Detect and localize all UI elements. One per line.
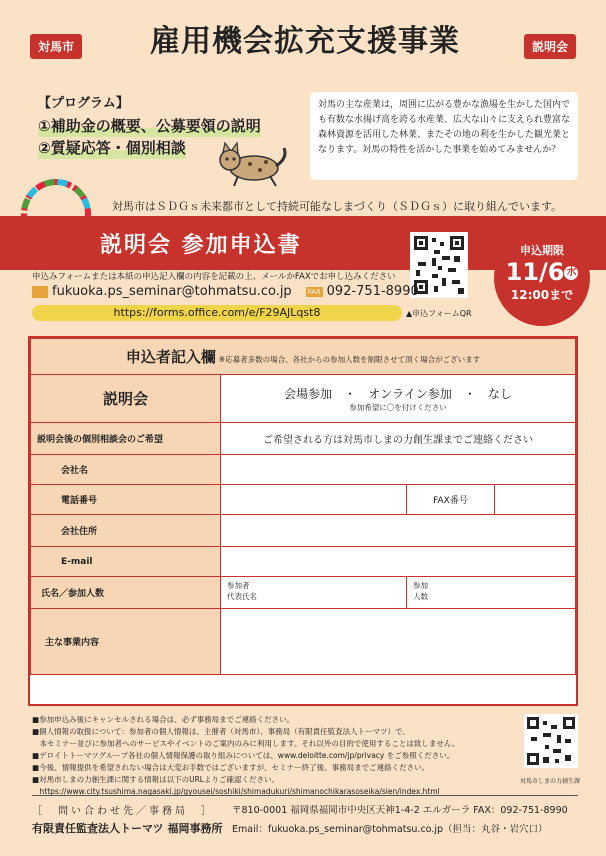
page-title: 雇用機会拡充支援事業 [150, 24, 460, 59]
sdgs-statement: 対馬市はＳＤＧｓ未来都市として持続可能なしまづくり（ＳＤＧｓ）に取り組んでいます。 [112, 200, 563, 213]
fax-field[interactable] [495, 485, 576, 515]
application-email-link[interactable]: fukuoka.ps_seminar@tohmatsu.co.jp [52, 284, 292, 299]
footnote: ■個人情報の取扱について：参加者の個人情報は、主催者（対馬市）、事務局（有限責任監査法人トーマツ）で、 [32, 727, 410, 736]
mail-icon [32, 286, 48, 298]
city-badge: 対馬市 [30, 34, 82, 59]
session-label: 説明会 [31, 375, 221, 423]
application-fax-number: 092-751-8990 [326, 284, 419, 299]
deadline-weekday: 水 [566, 267, 577, 278]
representative-field[interactable] [221, 577, 407, 609]
contact-email[interactable]: Email：fukuoka.ps_seminar@tohmatsu.co.jp（担当：丸谷・岩穴口） [232, 824, 548, 835]
footnote: ■参加申込み後にキャンセルされる場合は、必ず事務局までご連絡ください。 [32, 715, 295, 724]
company-label: 会社名 [31, 455, 221, 485]
consult-label: 説明会後の個別相談会のご希望 [31, 423, 221, 455]
contact-organization: 有限責任監査法人トーマツ 福岡事務所 [32, 822, 223, 835]
footnote-url[interactable]: https://www.city.tsushima.nagasaki.jp/gyousei/soshiki/shimadukuri/shimanochikarasoseika/sien/index.html [32, 787, 440, 796]
application-form [28, 336, 578, 706]
email-field[interactable] [221, 547, 576, 577]
form-title: 申込者記入欄 [125, 348, 216, 366]
city-info-qr-icon[interactable] [524, 714, 578, 768]
consult-text: ご希望される方は対馬市しまの力創生課までご連絡ください [221, 423, 576, 455]
footnote: ■対馬市しまの力創生課に関する情報は以下のURLよりご確認ください。 [32, 775, 279, 784]
contact-row [32, 284, 419, 299]
contact-heading: ［ 問い合わせ先／事務局 ］ [32, 806, 214, 817]
participant-count-field[interactable] [407, 577, 576, 609]
footnote: ■デロイトトーマツグループ各社の個人情報保護の取り組みについては、www.deloitte.com/jp/privacy をご参照ください。 [32, 751, 455, 760]
deadline-label: 申込期限 [520, 244, 564, 257]
event-badge: 説明会 [524, 34, 576, 59]
footnote: ■今後、情報提供を希望されない場合は大変お手数ではございますが、セミナー終了後、事務局までご連絡ください。 [32, 763, 430, 772]
business-label: 主な事業内容 [31, 609, 221, 675]
fax-label: FAX番号 [407, 485, 495, 515]
qr-label: ▲申込フォームQR [406, 309, 472, 318]
participant-count-label: 参加 人数 [413, 581, 428, 601]
footnote: 本セミナー並びに参加者へのサービスやイベントのご案内のみに利用します。それ以外の目的で使用することは致しません。 [32, 739, 460, 748]
program-heading: 【プログラム】 [38, 96, 129, 111]
email-label: E-mail [31, 547, 221, 577]
form-header [31, 339, 576, 375]
session-hint: 参加希望に〇を付けください [349, 402, 447, 412]
phone-label: 電話番号 [31, 485, 221, 515]
application-notice: 申込みフォームまたは本紙の申込記入欄の内容を記載の上、メールかFAXでお申し込みください [32, 272, 396, 282]
phone-field[interactable] [221, 485, 407, 515]
intro-box: 対馬の主な産業は，周囲に広がる豊かな漁場を生かした国内でも有数な水揚げ高を誇る水産業、広大な山々に支えられ豊富な森林資源を活用した林業、またその地の利を生かした観光業となります。対馬の特性を活かした事業を始めてみませんか？ [310, 92, 578, 180]
city-qr-label: 対馬市しまの力創生課 [520, 778, 581, 785]
footer-divider [32, 795, 578, 796]
leopard-cat-mascot-icon [214, 138, 290, 188]
fax-icon: FAX [307, 287, 321, 296]
application-form-url[interactable]: https://forms.office.com/e/F29AJLqst8 [32, 305, 402, 321]
name-count-label: 氏名／参加人数 [31, 577, 221, 609]
address-label: 会社住所 [31, 515, 221, 547]
contact-address: 〒810-0001 福岡県福岡市中央区天神1-4-2 エルガーラ FAX：092-751-8990 [232, 805, 568, 816]
deadline-date: 11/6 [505, 258, 565, 286]
form-note: ※応募者多数の場合、各社からの参加人数を制限させて頂く場合がございます [218, 355, 481, 364]
company-field[interactable] [221, 455, 576, 485]
program-item-1: ①補助金の概要、公募要領の説明 [38, 117, 261, 135]
program-item-2: ②質疑応答・個別相談 [38, 139, 186, 157]
application-title: 説明会 参加申込書 [100, 232, 302, 258]
session-options-cell[interactable] [221, 375, 576, 423]
footnotes [32, 714, 520, 798]
representative-label: 参加者 代表氏名 [227, 581, 257, 601]
business-field[interactable] [221, 609, 576, 675]
deadline-circle [494, 230, 590, 326]
header [0, 0, 606, 88]
deadline-time: 12:00まで [510, 288, 574, 302]
session-options[interactable]: 会場参加 ・ オンライン参加 ・ なし [284, 386, 512, 401]
address-field[interactable] [221, 515, 576, 547]
